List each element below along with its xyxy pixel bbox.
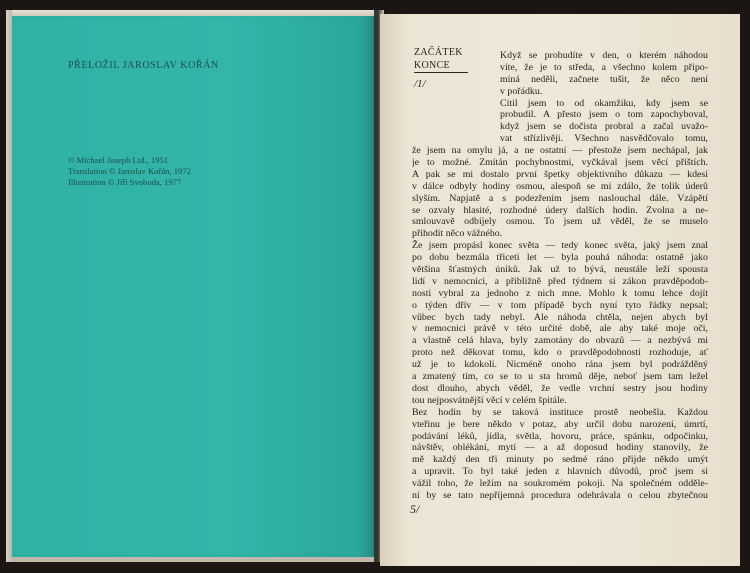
text-line: míná neděli, začnete tušit, že něco není	[500, 73, 708, 85]
text-line: vůbec bych tady nebyl. Ale náhoda chtěla, nejen abych byl	[412, 311, 708, 323]
text-line: o týden dřív — v tom případě bych nyní tyto řádky nepsal;	[412, 299, 708, 311]
text-line: v pořádku.	[500, 85, 543, 97]
text-line: tou nejposvátnější věcí v celém špitále.	[412, 394, 567, 406]
text-line: a upravit. To byl také jeden z hlavních důvodů, proč jsem si	[412, 466, 708, 478]
chapter-title-line: KONCE	[414, 60, 450, 71]
text-line: Že jsem propásl konec světa — tedy konec světa, jaký jsem znal	[412, 240, 708, 252]
chapter-title-line: ZAČÁTEK	[414, 47, 463, 58]
cover-edge-bottom	[12, 557, 374, 562]
text-line: když jsem se dočista probral a začal uvažo-	[500, 121, 708, 133]
text-line: probudil. A přesto jsem o tom zapochyboval,	[500, 109, 708, 121]
text-line: Bez hodin by se taková instituce prostě neobešla. Každou	[412, 406, 708, 418]
text-line: mě každý den tři minuty po sedmé ráno přijde někdo umýt	[412, 454, 708, 466]
copyright-line: Translation © Jaroslav Kořán, 1972	[68, 166, 191, 176]
page-edge	[6, 10, 12, 562]
text-line: se ozvaly hlasité, rozhodné údery dalších hodin. Zvolna a ne-	[412, 204, 708, 216]
text-line: v dálce odbyly hodiny osmou, alespoň se mi zdálo, že tolik úderů	[412, 180, 708, 192]
text-line: vteřinu je bere někdo v potaz, aby určil dobu narození, úmrtí,	[412, 418, 708, 430]
body-text	[412, 50, 708, 502]
translator-credit: PŘELOŽIL JAROSLAV KOŘÁN	[68, 60, 219, 71]
copyright-notice	[68, 155, 191, 188]
text-line: podávání léků, jídla, světla, hovoru, práce, spánku, odpočinku,	[412, 430, 708, 442]
text-line: A pak se mi dostalo první špetky objektivního důkazu — kdesi	[412, 168, 708, 180]
text-line: nosti vybral za jednoho z nich mne. Mohlo k tomu lehce dojít	[412, 287, 708, 299]
text-line: Když se probudíte v den, o kterém náhodou	[500, 50, 708, 61]
text-line: a zmatený tím, co se to u sta hromů děje, neboť jsem tam ležel	[412, 371, 708, 383]
text-line: je to možné. Zmítán pochybnostmi, vyčkával jsem věcí příštích.	[412, 157, 708, 169]
copyright-line: Illustration © Jiří Svoboda, 1977	[68, 177, 182, 187]
text-line: návštěv, oblékání, mytí — a až doposud hodiny stanovily, že	[412, 442, 708, 454]
text-line: smlouvavě odbíjely osmou. To jsem už věděl, že se muselo	[412, 216, 708, 228]
text-line: dost dlouho, abych věděl, že vedle vrchní sestry jsou hodiny	[412, 382, 708, 394]
text-line: lidí v nemocnici, a přibližně před týdnem si zákon pravděpodob-	[412, 275, 708, 287]
text-line: vat střízlivěji. Všechno nasvědčovalo tomu,	[500, 133, 708, 145]
text-line: víte, že je to středa, a všechno kolem připo-	[500, 61, 708, 73]
right-text-page	[380, 14, 740, 566]
text-line: přihodit něco vážného.	[412, 228, 503, 240]
cover-edge-top	[12, 10, 374, 16]
text-line: po dobu bezmála třiceti let — byla pouhá náhoda: ostatně jako	[412, 252, 708, 264]
page-number: 5/	[410, 502, 420, 516]
text-line: většina šťastných úniků. Jak už to bývá, neustále leží spousta	[412, 264, 708, 276]
copyright-line: © Michael Joseph Ltd., 1951	[68, 155, 169, 165]
text-line: v nemocnici právě v této určité době, ale aby také moje oči,	[412, 323, 708, 335]
text-line: vážil toho, že ležím na soukromém pokoji. Na společném odděle-	[412, 478, 708, 490]
chapter-number: /1/	[414, 78, 426, 90]
text-line: Cítil jsem to od okamžiku, kdy jsem se	[500, 97, 708, 109]
text-line: slyším. Napjatě a s podezřením jsem naslouchal dále. Vzápětí	[412, 192, 708, 204]
text-line: že jsem na omylu já, a ne ostatní — přestože jsem nechápal, jak	[412, 145, 708, 157]
text-line: proto než děkovat tomu, kdo o pravděpodobnosti rozhoduje, ať	[412, 347, 708, 359]
text-line: už je to kdokoli. Nicméně onoho rána jsem byl podrážděný	[412, 359, 708, 371]
left-endpaper-page	[6, 10, 374, 562]
text-line: ní by se tato nepříjemná procedura odehrávala o celou zbytečnou	[412, 489, 708, 501]
text-line: a vlastně celá hlava, byly zamotány do obvazů — a nezbývá mi	[412, 335, 708, 347]
